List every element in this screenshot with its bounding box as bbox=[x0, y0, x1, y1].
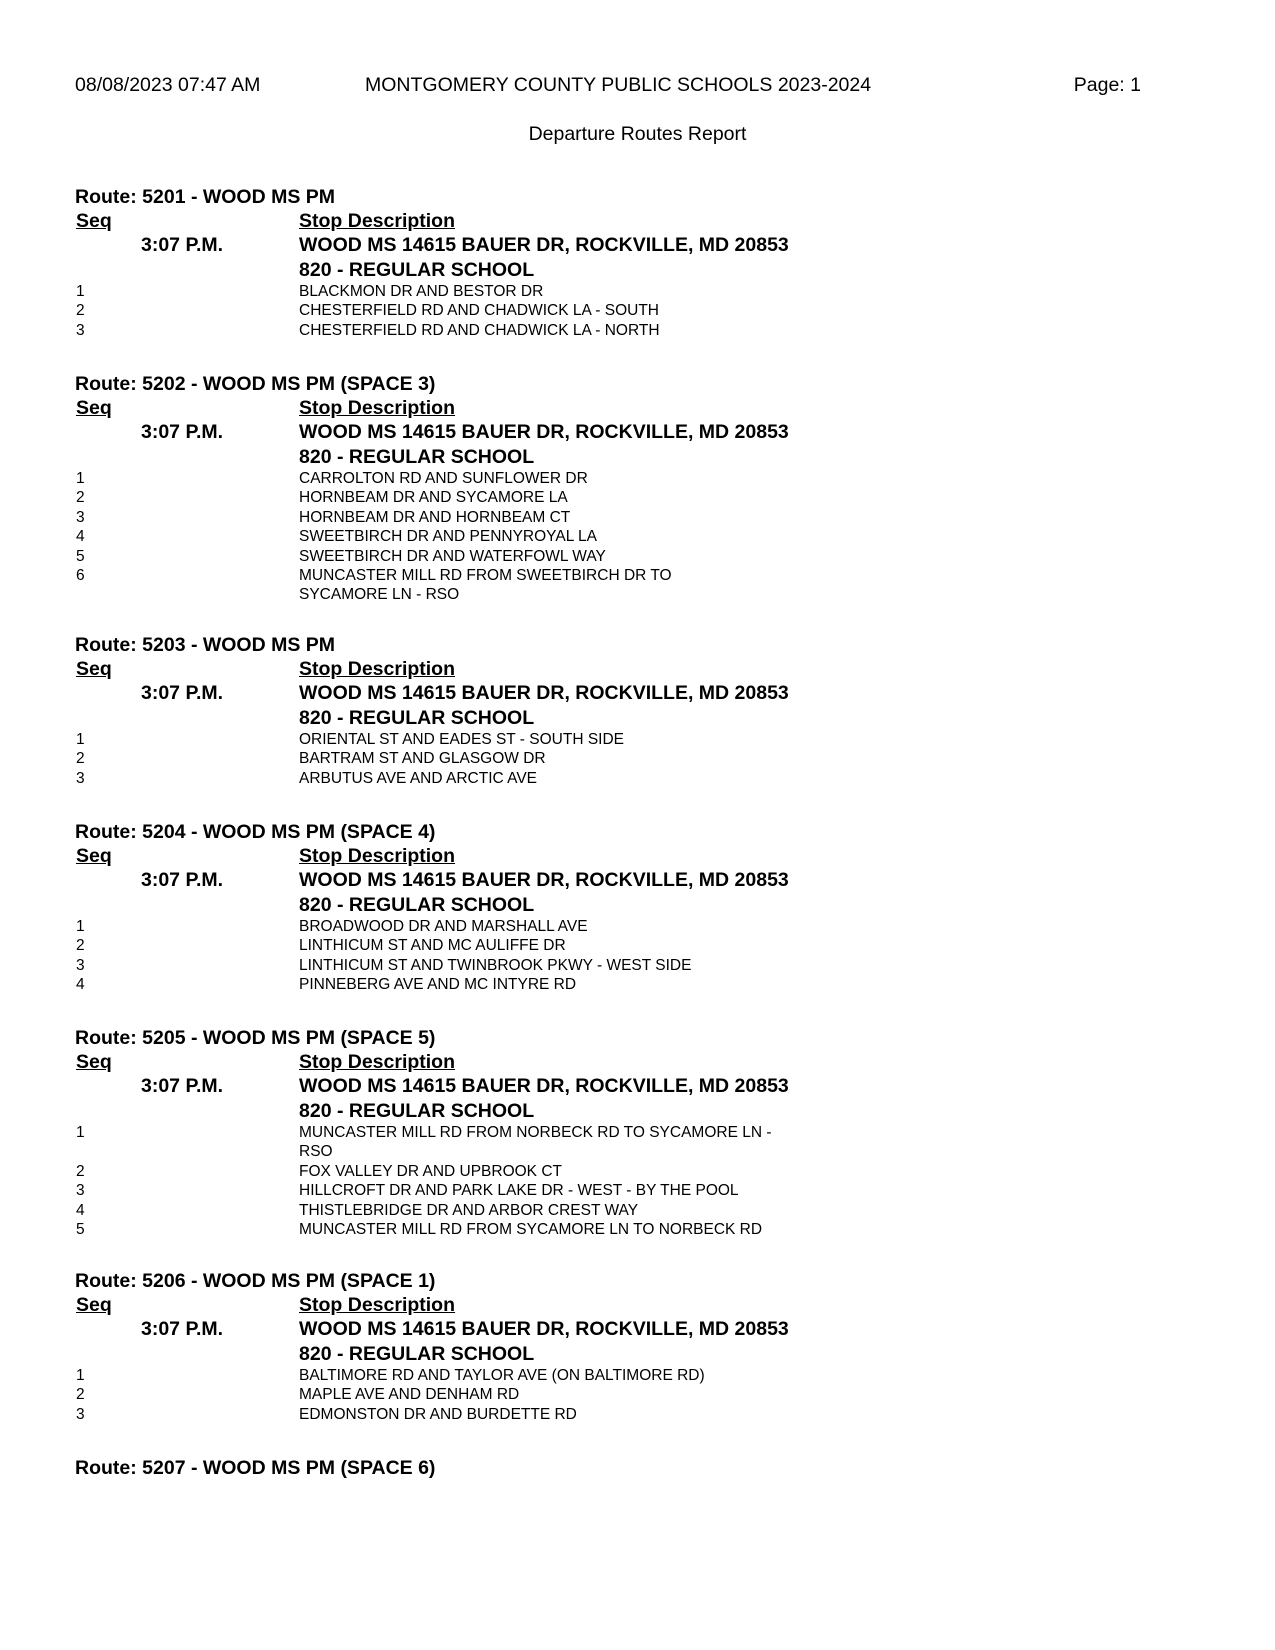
stop-seq: 2 bbox=[76, 1162, 85, 1180]
departure-time: 3:07 P.M. bbox=[141, 234, 224, 256]
stop-desc: SWEETBIRCH DR AND WATERFOWL WAY bbox=[299, 547, 606, 565]
stop-row bbox=[75, 1220, 975, 1239]
stop-desc: HORNBEAM DR AND HORNBEAM CT bbox=[299, 508, 571, 526]
route-block bbox=[75, 372, 975, 605]
report-subtitle: Departure Routes Report bbox=[528, 123, 747, 145]
page-number: Page: 1 bbox=[1073, 74, 1141, 96]
stop-desc: CHESTERFIELD RD AND CHADWICK LA - NORTH bbox=[299, 321, 660, 339]
route-block bbox=[75, 1456, 975, 1480]
departure-time: 3:07 P.M. bbox=[141, 1318, 224, 1340]
column-header bbox=[75, 844, 975, 868]
stop-seq: 5 bbox=[76, 1221, 85, 1239]
stop-seq: 1 bbox=[76, 918, 85, 935]
route-title: Route: 5201 - WOOD MS PM bbox=[75, 186, 336, 208]
stop-row bbox=[75, 1181, 975, 1200]
stop-desc: MAPLE AVE AND DENHAM RD bbox=[299, 1386, 520, 1404]
stop-row bbox=[75, 1123, 975, 1162]
stop-row bbox=[75, 301, 975, 320]
stop-seq: 6 bbox=[76, 567, 85, 585]
stop-row bbox=[75, 749, 975, 768]
stop-row bbox=[75, 1201, 975, 1220]
route-block bbox=[75, 820, 975, 995]
departure-row bbox=[75, 1317, 975, 1342]
stop-desc: HORNBEAM DR AND SYCAMORE LA bbox=[299, 489, 568, 507]
stop-row bbox=[75, 1162, 975, 1181]
column-header bbox=[75, 657, 975, 681]
departure-row bbox=[75, 868, 975, 893]
stop-row bbox=[75, 547, 975, 566]
seq-header: Seq bbox=[76, 397, 112, 419]
seq-header: Seq bbox=[76, 658, 112, 680]
stop-seq: 3 bbox=[76, 321, 85, 339]
stop-row bbox=[75, 1366, 975, 1385]
stop-desc: PINNEBERG AVE AND MC INTYRE RD bbox=[299, 976, 577, 994]
column-header bbox=[75, 1050, 975, 1074]
stop-desc: SWEETBIRCH DR AND PENNYROYAL LA bbox=[299, 528, 598, 546]
route-block bbox=[75, 185, 975, 340]
stop-desc: THISTLEBRIDGE DR AND ARBOR CREST WAY bbox=[299, 1201, 639, 1219]
school-address: WOOD MS 14615 BAUER DR, ROCKVILLE, MD 20853 bbox=[299, 234, 789, 256]
stop-seq: 1 bbox=[76, 283, 85, 300]
school-address: WOOD MS 14615 BAUER DR, ROCKVILLE, MD 20853 bbox=[299, 421, 789, 443]
seq-header: Seq bbox=[76, 210, 112, 232]
stop-seq: 2 bbox=[76, 937, 85, 955]
column-header bbox=[75, 209, 975, 233]
school-type-row bbox=[75, 445, 975, 469]
stop-row bbox=[75, 321, 975, 340]
stop-row bbox=[75, 975, 975, 994]
stop-desc: MUNCASTER MILL RD FROM SYCAMORE LN TO NORBECK RD bbox=[299, 1221, 763, 1239]
stop-seq: 3 bbox=[76, 1182, 85, 1200]
school-address: WOOD MS 14615 BAUER DR, ROCKVILLE, MD 20853 bbox=[299, 682, 789, 704]
school-type-row bbox=[75, 258, 975, 282]
stop-row bbox=[75, 508, 975, 527]
stop-description-header: Stop Description bbox=[299, 397, 456, 419]
stop-desc: BROADWOOD DR AND MARSHALL AVE bbox=[299, 918, 588, 935]
stop-description-header: Stop Description bbox=[299, 210, 456, 232]
stop-seq: 1 bbox=[76, 731, 85, 748]
stop-row bbox=[75, 469, 975, 488]
stop-description-header: Stop Description bbox=[299, 1294, 456, 1316]
school-type: 820 - REGULAR SCHOOL bbox=[299, 259, 535, 281]
stop-desc: ARBUTUS AVE AND ARCTIC AVE bbox=[299, 769, 538, 787]
report-datetime: 08/08/2023 07:47 AM bbox=[75, 74, 261, 96]
stop-desc: LINTHICUM ST AND MC AULIFFE DR bbox=[299, 937, 566, 955]
stop-row bbox=[75, 956, 975, 975]
departure-row bbox=[75, 681, 975, 706]
stop-seq: 1 bbox=[76, 1124, 85, 1141]
stop-row bbox=[75, 1405, 975, 1424]
stop-seq: 1 bbox=[76, 470, 85, 487]
stop-desc: BALTIMORE RD AND TAYLOR AVE (ON BALTIMORE RD) bbox=[299, 1367, 705, 1384]
stop-row bbox=[75, 527, 975, 546]
stop-desc: MUNCASTER MILL RD FROM NORBECK RD TO SYCAMORE LN - RSO bbox=[299, 1124, 772, 1161]
stop-desc: EDMONSTON DR AND BURDETTE RD bbox=[299, 1405, 577, 1423]
stop-row bbox=[75, 730, 975, 749]
route-title: Route: 5204 - WOOD MS PM (SPACE 4) bbox=[75, 821, 436, 843]
stop-seq: 3 bbox=[76, 956, 85, 974]
school-type-row bbox=[75, 706, 975, 730]
school-type-row bbox=[75, 893, 975, 917]
departure-row bbox=[75, 233, 975, 258]
school-type-row bbox=[75, 1099, 975, 1123]
departure-row bbox=[75, 420, 975, 445]
stop-desc: LINTHICUM ST AND TWINBROOK PKWY - WEST SIDE bbox=[299, 956, 692, 974]
stop-seq: 3 bbox=[76, 1405, 85, 1423]
stop-description-header: Stop Description bbox=[299, 658, 456, 680]
stop-row bbox=[75, 917, 975, 936]
stop-seq: 3 bbox=[76, 769, 85, 787]
stop-row bbox=[75, 566, 975, 605]
school-address: WOOD MS 14615 BAUER DR, ROCKVILLE, MD 20853 bbox=[299, 1318, 789, 1340]
school-type-row bbox=[75, 1342, 975, 1366]
stop-desc: HILLCROFT DR AND PARK LAKE DR - WEST - BY THE POOL bbox=[299, 1182, 739, 1200]
stop-seq: 2 bbox=[76, 302, 85, 320]
column-header bbox=[75, 1293, 975, 1317]
departure-time: 3:07 P.M. bbox=[141, 1075, 224, 1097]
seq-header: Seq bbox=[76, 1051, 112, 1073]
route-block bbox=[75, 1269, 975, 1424]
route-title: Route: 5202 - WOOD MS PM (SPACE 3) bbox=[75, 373, 436, 395]
stop-seq: 2 bbox=[76, 750, 85, 768]
seq-header: Seq bbox=[76, 845, 112, 867]
school-type: 820 - REGULAR SCHOOL bbox=[299, 894, 535, 916]
stop-seq: 2 bbox=[76, 1386, 85, 1404]
stop-row bbox=[75, 769, 975, 788]
route-title: Route: 5207 - WOOD MS PM (SPACE 6) bbox=[75, 1457, 436, 1479]
route-block bbox=[75, 1026, 975, 1239]
stop-row bbox=[75, 1385, 975, 1404]
stop-seq: 5 bbox=[76, 547, 85, 565]
stop-desc: BLACKMON DR AND BESTOR DR bbox=[299, 283, 544, 300]
route-title: Route: 5205 - WOOD MS PM (SPACE 5) bbox=[75, 1027, 436, 1049]
stop-description-header: Stop Description bbox=[299, 1051, 456, 1073]
stop-desc: ORIENTAL ST AND EADES ST - SOUTH SIDE bbox=[299, 731, 624, 748]
stop-row bbox=[75, 282, 975, 301]
departure-time: 3:07 P.M. bbox=[141, 869, 224, 891]
stop-row bbox=[75, 488, 975, 507]
school-address: WOOD MS 14615 BAUER DR, ROCKVILLE, MD 20853 bbox=[299, 1075, 789, 1097]
column-header bbox=[75, 396, 975, 420]
seq-header: Seq bbox=[76, 1294, 112, 1316]
stop-desc: MUNCASTER MILL RD FROM SWEETBIRCH DR TO SYCAMORE LN - RSO bbox=[299, 567, 672, 604]
route-title: Route: 5206 - WOOD MS PM (SPACE 1) bbox=[75, 1270, 436, 1292]
departure-time: 3:07 P.M. bbox=[141, 421, 224, 443]
stop-desc: CARROLTON RD AND SUNFLOWER DR bbox=[299, 470, 588, 487]
school-type: 820 - REGULAR SCHOOL bbox=[299, 446, 535, 468]
stop-desc: CHESTERFIELD RD AND CHADWICK LA - SOUTH bbox=[299, 302, 659, 320]
school-type: 820 - REGULAR SCHOOL bbox=[299, 1100, 535, 1122]
stop-seq: 2 bbox=[76, 489, 85, 507]
route-block bbox=[75, 633, 975, 788]
stop-seq: 1 bbox=[76, 1367, 85, 1384]
stop-row bbox=[75, 936, 975, 955]
report-title: MONTGOMERY COUNTY PUBLIC SCHOOLS 2023-2024 bbox=[365, 74, 872, 96]
departure-row bbox=[75, 1074, 975, 1099]
school-address: WOOD MS 14615 BAUER DR, ROCKVILLE, MD 20853 bbox=[299, 869, 789, 891]
stop-desc: FOX VALLEY DR AND UPBROOK CT bbox=[299, 1162, 562, 1180]
stop-seq: 4 bbox=[76, 976, 85, 994]
stop-description-header: Stop Description bbox=[299, 845, 456, 867]
departure-time: 3:07 P.M. bbox=[141, 682, 224, 704]
stop-desc: BARTRAM ST AND GLASGOW DR bbox=[299, 750, 546, 768]
stop-seq: 4 bbox=[76, 528, 85, 546]
stop-seq: 4 bbox=[76, 1201, 85, 1219]
route-title: Route: 5203 - WOOD MS PM bbox=[75, 634, 336, 656]
school-type: 820 - REGULAR SCHOOL bbox=[299, 707, 535, 729]
school-type: 820 - REGULAR SCHOOL bbox=[299, 1343, 535, 1365]
stop-seq: 3 bbox=[76, 508, 85, 526]
